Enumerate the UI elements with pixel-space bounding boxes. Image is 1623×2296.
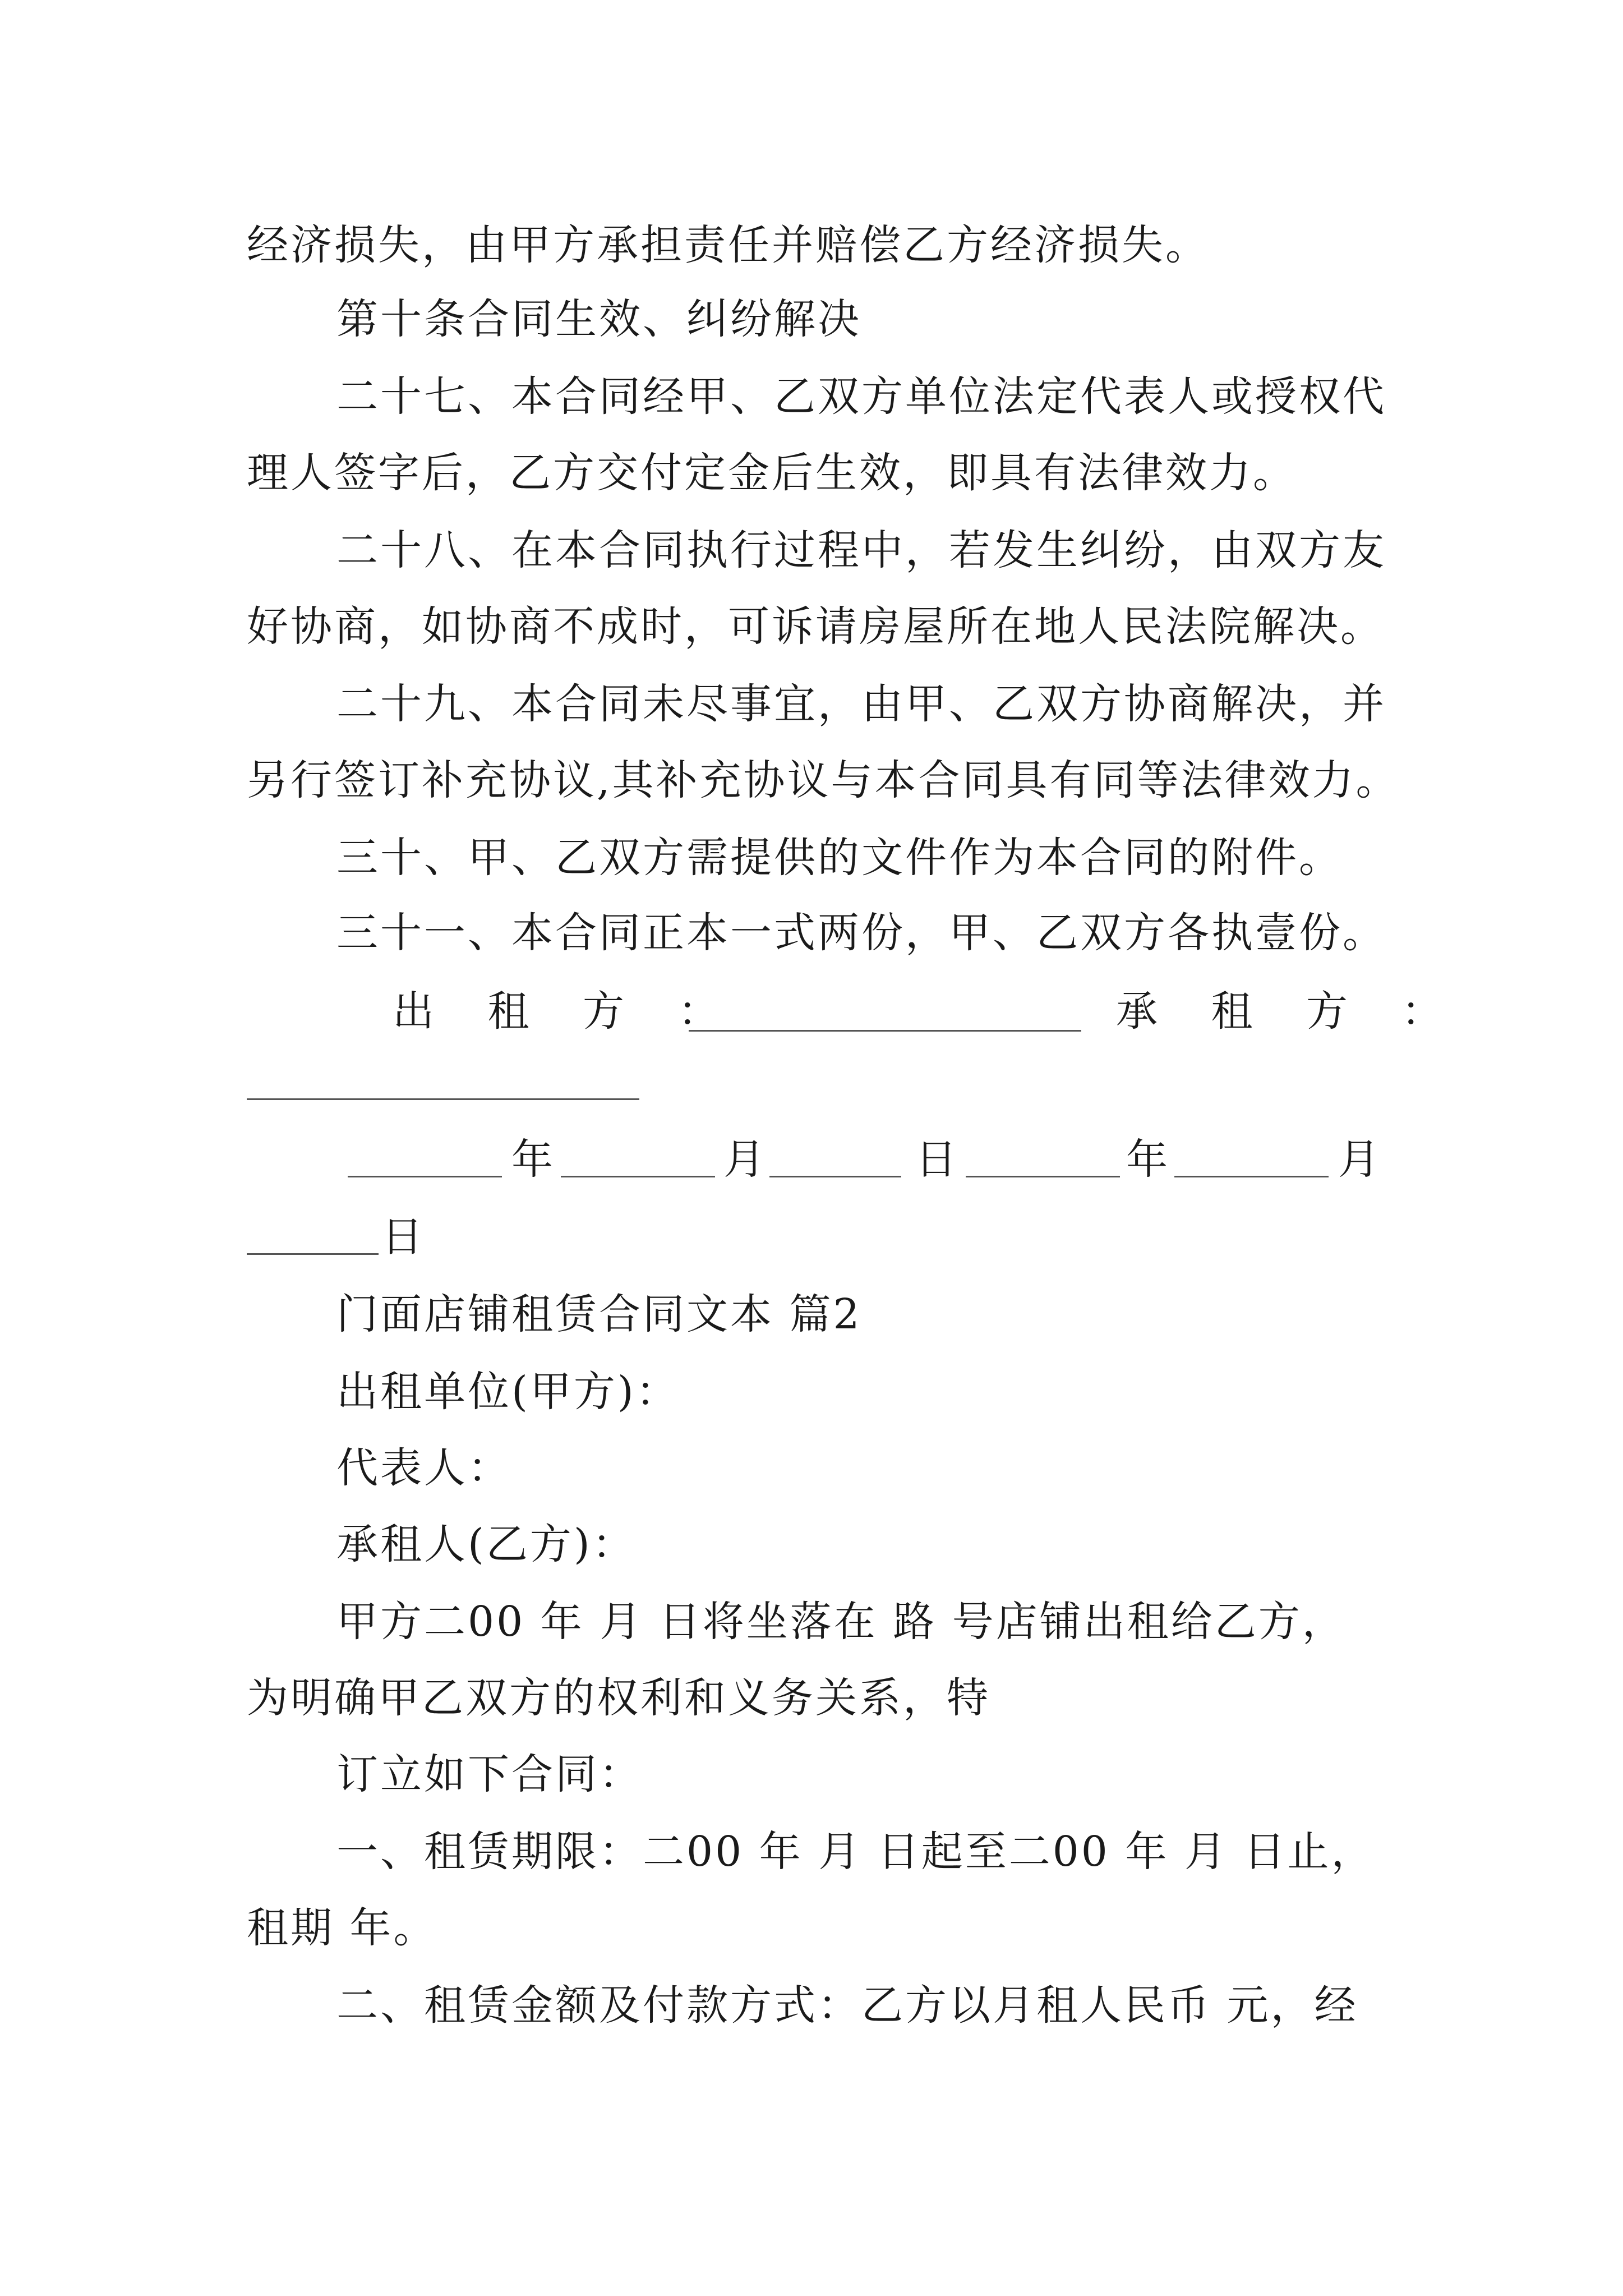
date-month-label: 月 <box>723 1135 765 1184</box>
lessee-signature-line <box>247 1098 639 1100</box>
date-month-label: 月 <box>1338 1135 1380 1184</box>
date-blank <box>769 1176 901 1177</box>
paragraph-line: 二十八、在本合同执行过程中，若发生纠纷，由双方友 <box>336 526 1386 574</box>
paragraph-line: 承租人(乙方)： <box>336 1520 636 1568</box>
lessor-signature-line <box>689 1030 1081 1032</box>
date-blank <box>348 1176 502 1177</box>
date-blank <box>247 1253 379 1255</box>
paragraph-line: 出租单位(甲方)： <box>336 1368 680 1416</box>
paragraph-line: 二十九、本合同未尽事宜，由甲、乙双方协商解决，并 <box>336 680 1386 728</box>
paragraph-line: 二十七、本合同经甲、乙双方单位法定代表人或授权代 <box>336 372 1386 421</box>
date-blank <box>1174 1176 1329 1177</box>
article-heading: 第十条合同生效、纠纷解决 <box>336 295 861 343</box>
date-day-label: 日 <box>915 1135 957 1184</box>
paragraph-line: 为明确甲乙双方的权利和义务关系，特 <box>247 1674 990 1722</box>
paragraph-line: 甲方二00 年 月 日将坐落在 路 号店铺出租给乙方， <box>336 1598 1346 1646</box>
section-title: 门面店铺租赁合同文本 篇2 <box>336 1290 862 1338</box>
paragraph-line: 经济损失，由甲方承担责任并赔偿乙方经济损失。 <box>247 221 1209 269</box>
paragraph-line: 租期 年。 <box>247 1904 437 1952</box>
paragraph-line: 一、租赁期限：二00 年 月 日起至二00 年 月 日止， <box>336 1828 1375 1876</box>
paragraph-line: 理人签字后，乙方交付定金后生效，即具有法律效力。 <box>247 449 1297 497</box>
paragraph-line: 三十一、本合同正本一式两份，甲、乙双方各执壹份。 <box>336 909 1386 957</box>
lessor-label: 出 租 方 ： <box>393 987 740 1036</box>
paragraph-line: 另行签订补充协议,其补充协议与本合同具有同等法律效力。 <box>247 756 1400 804</box>
date-blank <box>966 1176 1120 1177</box>
date-blank <box>561 1176 715 1177</box>
paragraph-line: 三十、甲、乙双方需提供的文件作为本合同的附件。 <box>336 834 1343 882</box>
paragraph-line: 订立如下合同： <box>336 1750 643 1798</box>
date-day-label: 日 <box>381 1213 423 1261</box>
paragraph-line: 好协商，如协商不成时，可诉请房屋所在地人民法院解决。 <box>247 602 1384 651</box>
lessee-label: 承 租 方 ： <box>1116 987 1463 1036</box>
date-year-label: 年 <box>1126 1135 1168 1184</box>
date-year-label: 年 <box>511 1135 553 1184</box>
paragraph-line: 代表人： <box>336 1444 511 1492</box>
paragraph-line: 二、租赁金额及付款方式：乙方以月租人民币 元，经 <box>336 1981 1358 2030</box>
